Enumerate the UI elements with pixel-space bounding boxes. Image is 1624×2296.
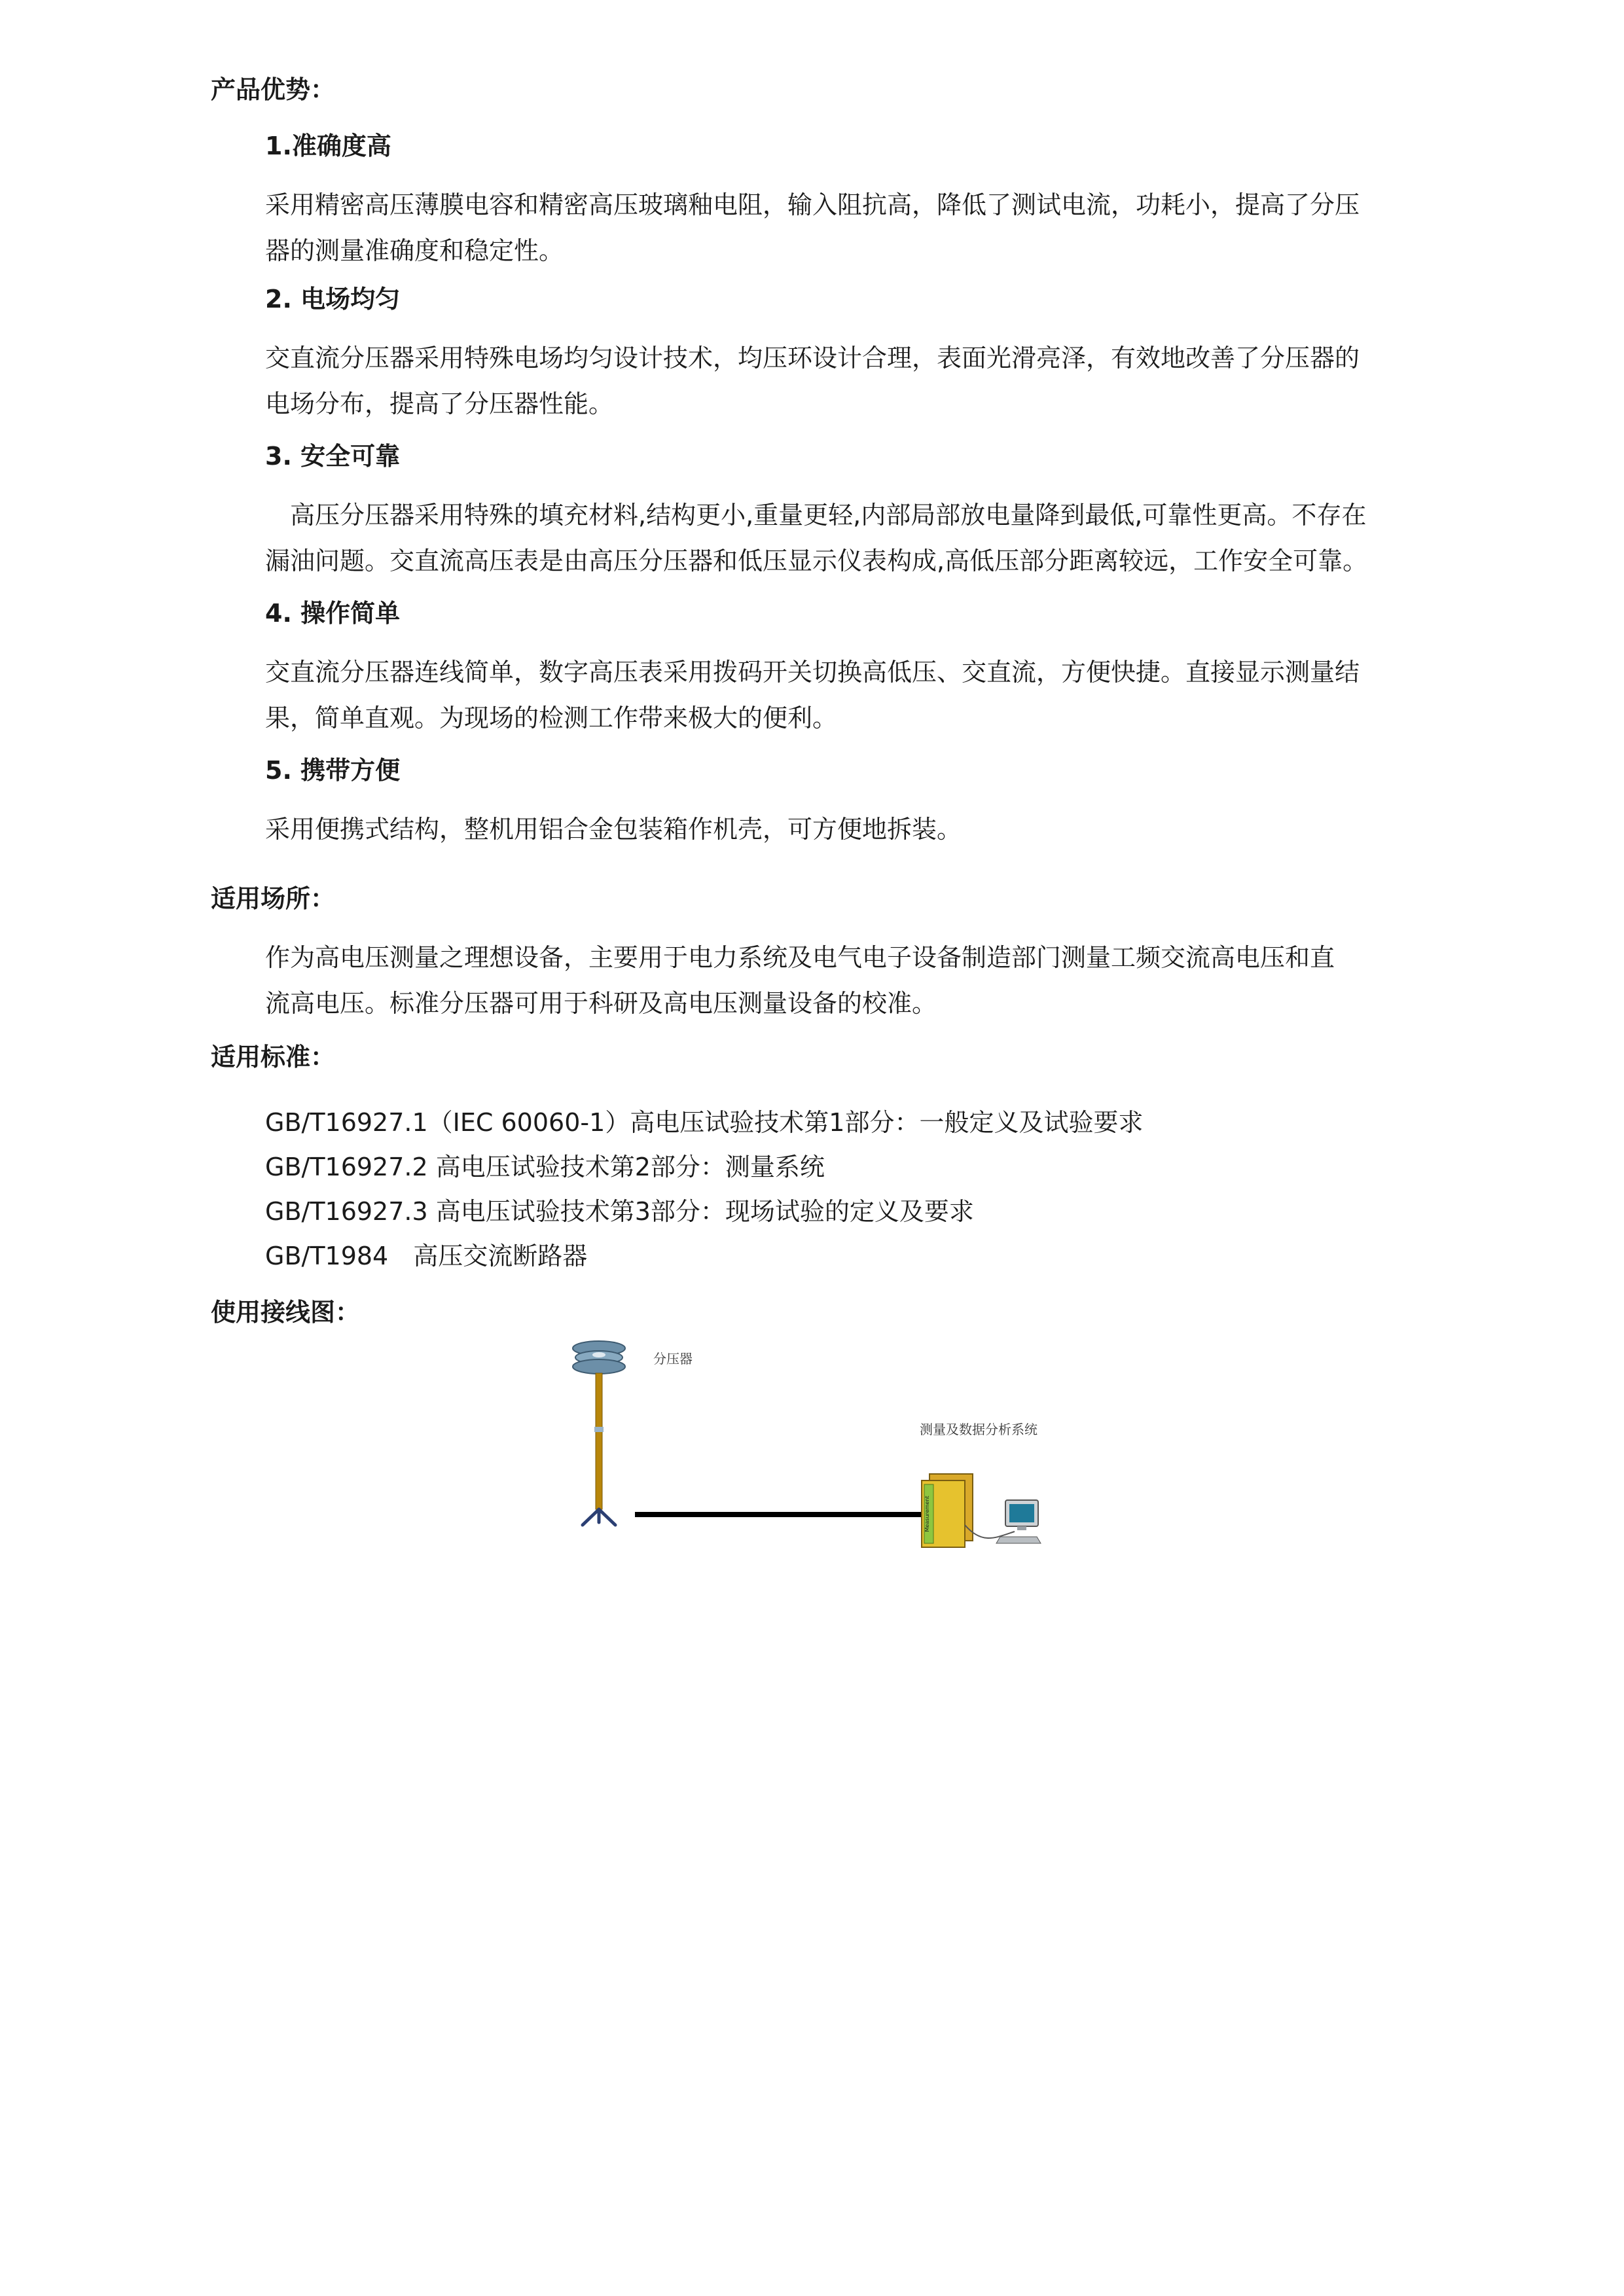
- advantage-body-1: [265, 182, 1430, 274]
- standard-item: GB/T16927.2 高电压试验技术第2部分：测量系统: [265, 1153, 825, 1181]
- applications-line: 流高电压。标准分压器可用于科研及高电压测量设备的校准。: [265, 989, 937, 1018]
- wiring-diagram-svg: [563, 1329, 1087, 1551]
- wiring-heading: 使用接线图：: [211, 1298, 361, 1327]
- computer-icon: [996, 1500, 1041, 1543]
- advantages-heading: 产品优势：: [211, 75, 336, 104]
- standard-item: GB/T16927.3 高电压试验技术第3部分：现场试验的定义及要求: [265, 1197, 974, 1226]
- advantage-line: 采用便携式结构，整机用铝合金包装箱作机壳，可方便地拆装。: [265, 815, 962, 844]
- advantage-title-5: 5. 携带方便: [265, 756, 401, 785]
- advantage-line: 高压分压器采用特殊的填充材料,结构更小,重量更轻,内部局部放电量降到最低,可靠性更高。不存在: [290, 501, 1367, 529]
- divider-rings: [573, 1341, 625, 1374]
- advantage-title-1: 1.准确度高: [265, 132, 391, 160]
- advantage-title-3: 3. 安全可靠: [265, 442, 401, 471]
- standard-item: GB/T1984 高压交流断路器: [265, 1242, 588, 1270]
- device-text: Measurement: [924, 1496, 930, 1532]
- divider-joint: [594, 1427, 604, 1432]
- wiring-diagram: [563, 1329, 1087, 1551]
- divider-label: 分压器: [653, 1351, 693, 1367]
- advantage-line: 交直流分压器采用特殊电场均匀设计技术，均压环设计合理，表面光滑亮泽，有效地改善了分压器的: [265, 344, 1360, 372]
- applications-heading: 适用场所：: [211, 884, 336, 913]
- divider-base: [583, 1509, 615, 1525]
- applications-line: 作为高电压测量之理想设备，主要用于电力系统及电气电子设备制造部门测量工频交流高电压和直: [265, 943, 1335, 972]
- advantage-title-2: 2. 电场均匀: [265, 285, 401, 314]
- advantage-line: 器的测量准确度和稳定性。: [265, 236, 564, 265]
- applications-body: [265, 935, 1430, 1026]
- advantage-body-2: [265, 335, 1430, 427]
- standard-item: GB/T16927.1（IEC 60060-1）高电压试验技术第1部分：一般定义及试验要求: [265, 1108, 1144, 1137]
- advantage-line: 电场分布，提高了分压器性能。: [265, 389, 614, 418]
- advantage-title-4: 4. 操作简单: [265, 599, 401, 628]
- standards-heading: 适用标准：: [211, 1043, 336, 1071]
- system-label: 测量及数据分析系统: [920, 1422, 1038, 1437]
- advantage-body-4: [265, 649, 1430, 741]
- advantage-body-3: [265, 492, 1430, 584]
- advantage-body-5: [265, 806, 1430, 852]
- advantage-line: 果，简单直观。为现场的检测工作带来极大的便利。: [265, 704, 838, 732]
- advantage-line: 采用精密高压薄膜电容和精密高压玻璃釉电阻，输入阻抗高，降低了测试电流，功耗小，提高了分压: [265, 190, 1360, 219]
- advantage-line: 漏油问题。交直流高压表是由高压分压器和低压显示仪表构成,高低压部分距离较远，工作安全可靠。: [265, 547, 1368, 575]
- divider-pole: [596, 1373, 602, 1509]
- advantage-line: 交直流分压器连线简单，数字高压表采用拨码开关切换高低压、交直流，方便快捷。直接显示测量结: [265, 658, 1360, 687]
